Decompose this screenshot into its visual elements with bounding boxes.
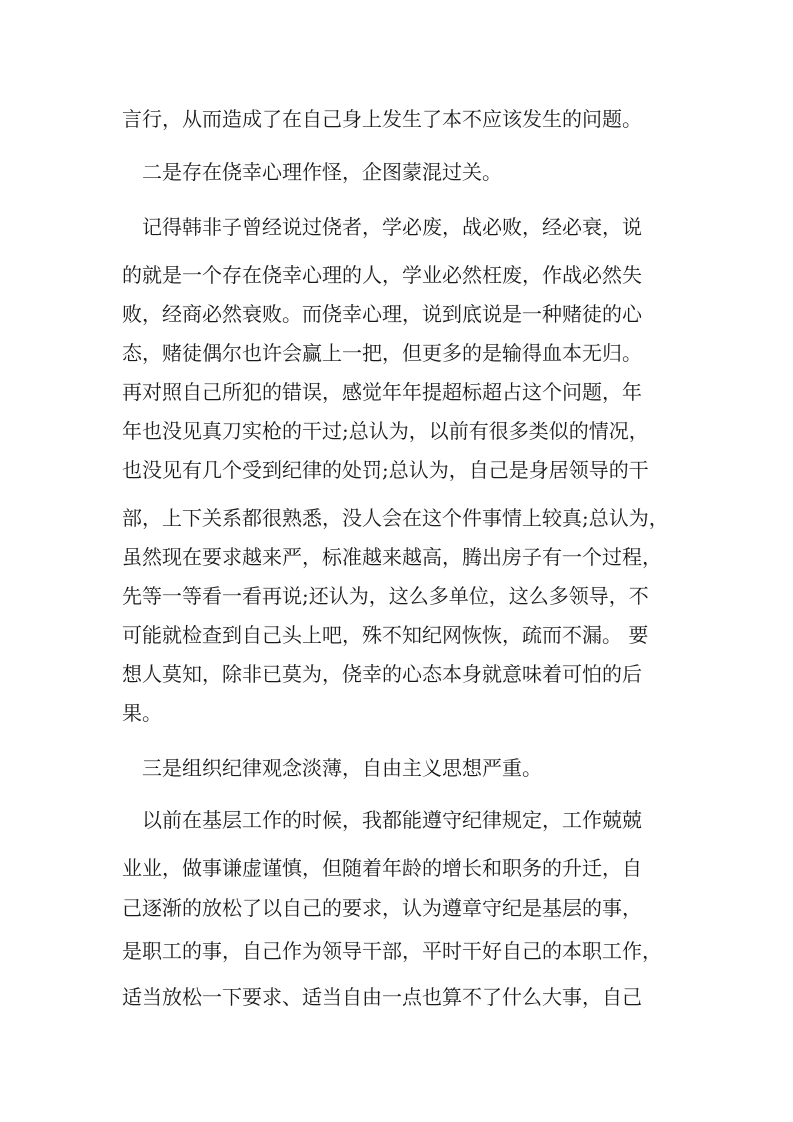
text-line-19: 己逐渐的放松了以自己的要求，认为遵章守纪是基层的事， [122,896,642,920]
text-line-9: 也没见有几个受到纪律的处罚;总认为，自己是身居领导的干 [122,458,649,482]
text-line-14: 想人莫知，除非已莫为，侥幸的心态本身就意味着可怕的后 [122,662,642,686]
text-line-3: 记得韩非子曾经说过侥者，学必废，战必败，经必衰，说 [122,215,642,239]
text-line-1: 言行，从而造成了在自己身上发生了本不应该发生的问题。 [122,107,642,131]
text-line-12: 先等一等看一看再说;还认为，这么多单位，这么多领导，不 [122,584,649,608]
text-line-8: 年也没见真刀实枪的干过;总认为，以前有很多类似的情况， [122,419,649,443]
text-line-6: 态，赌徒偶尔也许会赢上一把，但更多的是输得血本无归。 [122,341,642,365]
text-line-15: 果。 [122,701,162,725]
text-line-13: 可能就检查到自己头上吧，殊不知纪网恢恢，疏而不漏。 要 [122,623,649,647]
text-line-17: 以前在基层工作的时候，我都能遵守纪律规定，工作兢兢 [122,808,642,832]
text-line-4: 的就是一个存在侥幸心理的人，学业必然枉废，作战必然失 [122,263,642,287]
text-line-7: 再对照自己所犯的错误，感觉年年提超标超占这个问题，年 [122,380,642,404]
text-line-10: 部，上下关系都很熟悉，没人会在这个件事情上较真;总认为， [122,506,669,530]
text-line-16: 三是组织纪律观念淡薄，自由主义思想严重。 [122,756,542,780]
text-line-21: 适当放松一下要求、适当自由一点也算不了什么大事，自己 [122,985,642,1009]
text-line-2: 二是存在侥幸心理作怪，企图蒙混过关。 [122,160,502,184]
text-line-11: 虽然现在要求越来严，标准越来越高，腾出房子有一个过程， [122,545,662,569]
text-line-20: 是职工的事，自己作为领导干部，平时干好自己的本职工作， [122,939,662,963]
text-line-5: 败，经商必然衰败。而侥幸心理，说到底说是一种赌徒的心 [122,302,642,326]
text-line-18: 业业，做事谦虚谨慎，但随着年龄的增长和职务的升迁，自 [122,856,642,880]
